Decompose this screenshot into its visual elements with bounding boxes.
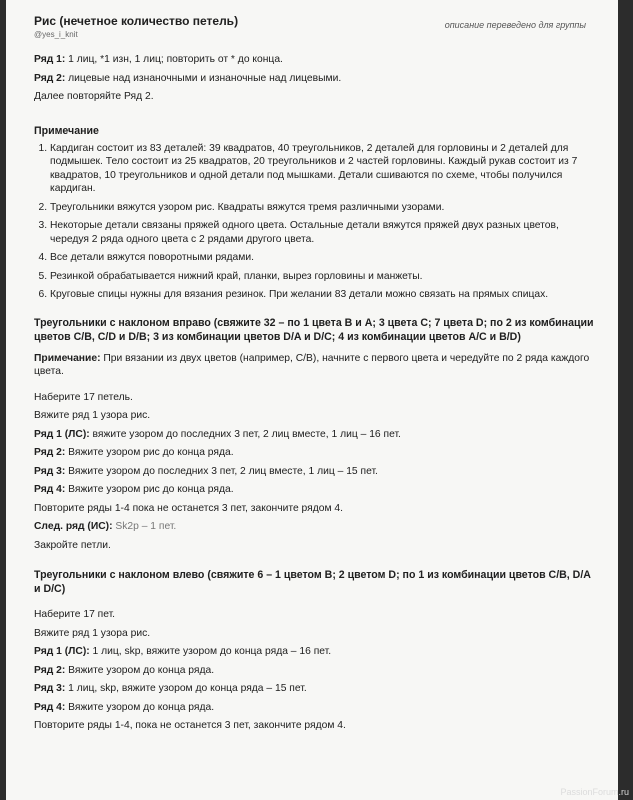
row-text: Sk2p – 1 пет. xyxy=(112,521,177,532)
row-text: Вяжите узором до последних 3 пет, 2 лиц вместе, 1 лиц – 15 пет. xyxy=(65,465,378,477)
bind-off: Закройте петли. xyxy=(34,539,111,551)
right-triangles-title: Треугольники с наклоном вправо (свяжите 32 – по 1 цвета B и A; 3 цвета C; 7 цвета D; по 2 из комбинации цветов C/B, C/D и D/B; 3 из комбинации цветов D/A и D/C; 4 из комбинации цветов A/C и B/D) xyxy=(34,316,594,343)
note-item: 5. Резинкой обрабатывается нижний край, планки, вырез горловины и манжеты. xyxy=(50,270,594,284)
rice-repeat: Далее повторяйте Ряд 2. xyxy=(34,91,154,102)
row-label: Ряд 2: xyxy=(34,447,66,458)
cast-on: Наберите 17 петель. xyxy=(34,391,133,403)
row-text: Вяжите узором до конца ряда. xyxy=(65,701,215,713)
note-item: 2. Треугольники вяжутся узором рис. Квадраты вяжутся тремя различными узорами. xyxy=(50,201,594,215)
row-1 xyxy=(34,645,594,659)
notes-title: Примечание xyxy=(34,124,99,137)
row-label: Ряд 1: xyxy=(34,54,66,65)
row-2 xyxy=(34,664,594,678)
dark-edge xyxy=(618,0,633,800)
note-item: 4. Все детали вяжутся поворотными рядами. xyxy=(50,251,594,265)
row-text: 1 лиц, *1 изн, 1 лиц; повторить от * до конца. xyxy=(65,54,283,65)
site-watermark: PassionForum.ru xyxy=(560,787,629,797)
rice-row-instruction: Вяжите ряд 1 узора рис. xyxy=(34,627,151,639)
note-item: 1. Кардиган состоит из 83 деталей: 39 квадратов, 40 треугольников, 2 деталей для горловины и 2 деталей для подмышек. Тело состоит из 25 квадратов, 20 треугольников и 2 частей горловины. Каждый рукав состоит из 7 квадратов, 10 треугольников и одной детали под мышками. Детали сшиваются по схеме, чтобы получился кардиган. xyxy=(50,142,594,196)
row-label: Ряд 1 (ЛС): xyxy=(34,428,90,440)
pattern-title: Рис (нечетное количество петель) xyxy=(34,14,239,28)
translation-note: описание переведено для группы xyxy=(444,20,586,30)
document-content xyxy=(34,14,594,733)
row-4 xyxy=(34,701,594,715)
row-text: Вяжите узором рис до конца ряда. xyxy=(65,447,234,458)
cast-on: Наберите 17 пет. xyxy=(34,609,116,620)
note-item: 6. Круговые спицы нужны для вязания резинок. При желании 83 детали можно связать на прямых спицах. xyxy=(50,288,594,302)
row-label: Ряд 3: xyxy=(34,683,66,694)
repeat-rows: Повторите ряды 1-4, пока не останется 3 пет, закончите рядом 4. xyxy=(34,720,346,731)
row-label: Ряд 2: xyxy=(34,664,66,676)
row-label: Ряд 1 (ЛС): xyxy=(34,646,90,657)
row-1 xyxy=(34,428,594,442)
row-label: След. ряд (ИС): xyxy=(34,521,113,532)
row-text: лицевые над изнаночными и изнаночные над лицевыми. xyxy=(65,72,342,84)
note-text: При вязании из двух цветов (например, C/B), начните с первого цвета и чередуйте по 2 ряда каждого цвета. xyxy=(34,352,590,377)
row-text: 1 лиц, skp, вяжите узором до конца ряда – 16 пет. xyxy=(89,646,332,657)
author-handle: @yes_i_knit xyxy=(34,30,78,39)
note-label: Примечание: xyxy=(34,352,101,364)
rice-row-instruction: Вяжите ряд 1 узора рис. xyxy=(34,410,151,421)
row-3 xyxy=(34,465,594,479)
left-triangles-title: Треугольники с наклоном влево (свяжите 6 – 1 цветом B; 2 цветом D; по 1 из комбинации цветов C/B, D/A и D/C) xyxy=(34,569,591,595)
row-label: Ряд 2: xyxy=(34,72,66,84)
notes-list xyxy=(34,142,594,302)
repeat-rows: Повторите ряды 1-4 пока не останется 3 пет, закончите рядом 4. xyxy=(34,502,343,514)
row-text: Вяжите узором до конца ряда. xyxy=(65,664,215,676)
row-text: 1 лиц, skp, вяжите узором до конца ряда – 15 пет. xyxy=(65,683,307,694)
right-triangles-note xyxy=(34,352,594,379)
rice-row-1 xyxy=(34,53,594,67)
row-label: Ряд 3: xyxy=(34,465,66,477)
document-header xyxy=(34,14,594,48)
note-item: 3. Некоторые детали связаны пряжей одного цвета. Остальные детали вяжутся пряжей двух разных цветов, чередуя 2 ряда одного цвета с 2 рядами другого цвета. xyxy=(50,219,594,246)
row-3 xyxy=(34,682,594,696)
row-label: Ряд 4: xyxy=(34,484,66,495)
row-2 xyxy=(34,446,594,460)
row-4 xyxy=(34,483,594,497)
row-text: Вяжите узором рис до конца ряда. xyxy=(65,484,234,495)
row-label: Ряд 4: xyxy=(34,701,66,713)
document-page xyxy=(6,0,618,800)
rice-row-2 xyxy=(34,72,594,86)
next-row xyxy=(34,520,594,534)
row-text: вяжите узором до последних 3 пет, 2 лиц вместе, 1 лиц – 16 пет. xyxy=(89,428,401,440)
